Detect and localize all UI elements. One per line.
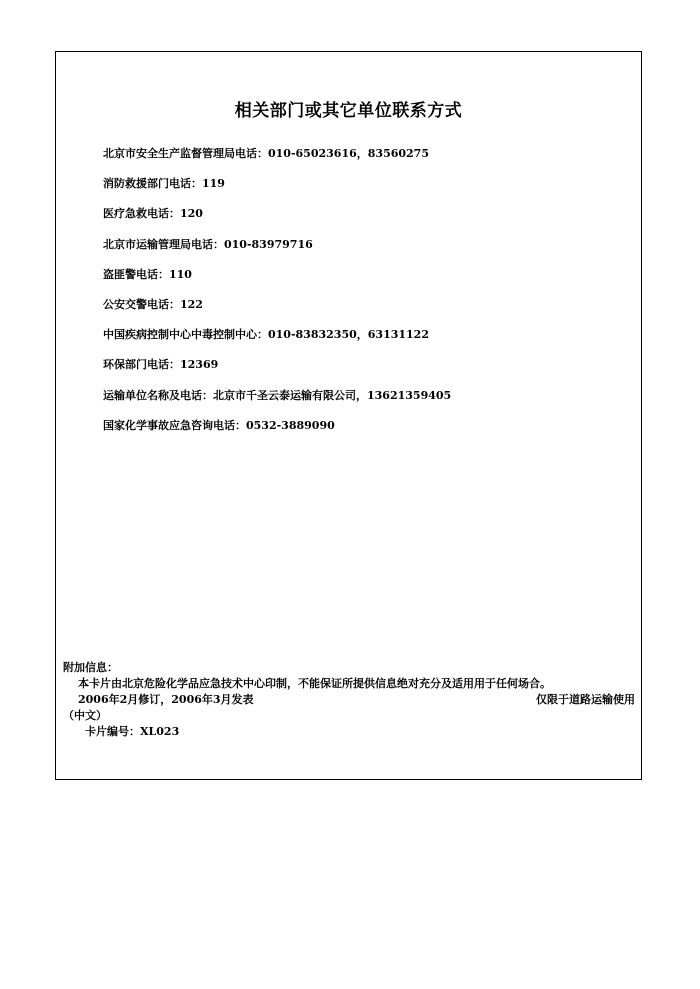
dates-row — [63, 692, 635, 708]
contact-item: 北京市安全生产监督管理局电话：010-65023616，83560275 — [103, 147, 429, 160]
info-card — [55, 51, 642, 780]
page-title: 相关部门或其它单位联系方式 — [234, 101, 463, 121]
contact-item: 盗匪警电话：110 — [103, 267, 192, 281]
contact-item: 环保部门电话：12369 — [103, 358, 219, 372]
contact-item: 医疗急救电话：120 — [103, 207, 203, 221]
contact-list — [103, 147, 451, 449]
additional-info — [63, 660, 635, 740]
notice-text: 本卡片由北京危险化学品应急技术中心印制，不能保证所提供信息绝对充分及适用用于任何场合。 — [78, 677, 551, 690]
contact-item: 北京市运输管理局电话：010-83979716 — [103, 237, 313, 251]
language-note: （中文） — [63, 709, 107, 722]
usage-limit: 仅限于道路运输使用 — [536, 693, 635, 706]
contact-item: 中国疾病控制中心中毒控制中心：010-83832350，63131122 — [103, 328, 429, 342]
contact-item: 公安交警电话：122 — [103, 297, 203, 311]
contact-item: 国家化学事故应急咨询电话：0532-3889090 — [103, 418, 335, 432]
additional-info-heading: 附加信息： — [63, 661, 118, 674]
card-number: 卡片编号：XL023 — [85, 725, 180, 738]
revision-dates: 2006年2月修订，2006年3月发表 — [78, 693, 254, 706]
contact-item: 消防救援部门电话：119 — [103, 177, 225, 191]
contact-item: 运输单位名称及电话：北京市千圣云泰运输有限公司，13621359405 — [103, 388, 452, 402]
